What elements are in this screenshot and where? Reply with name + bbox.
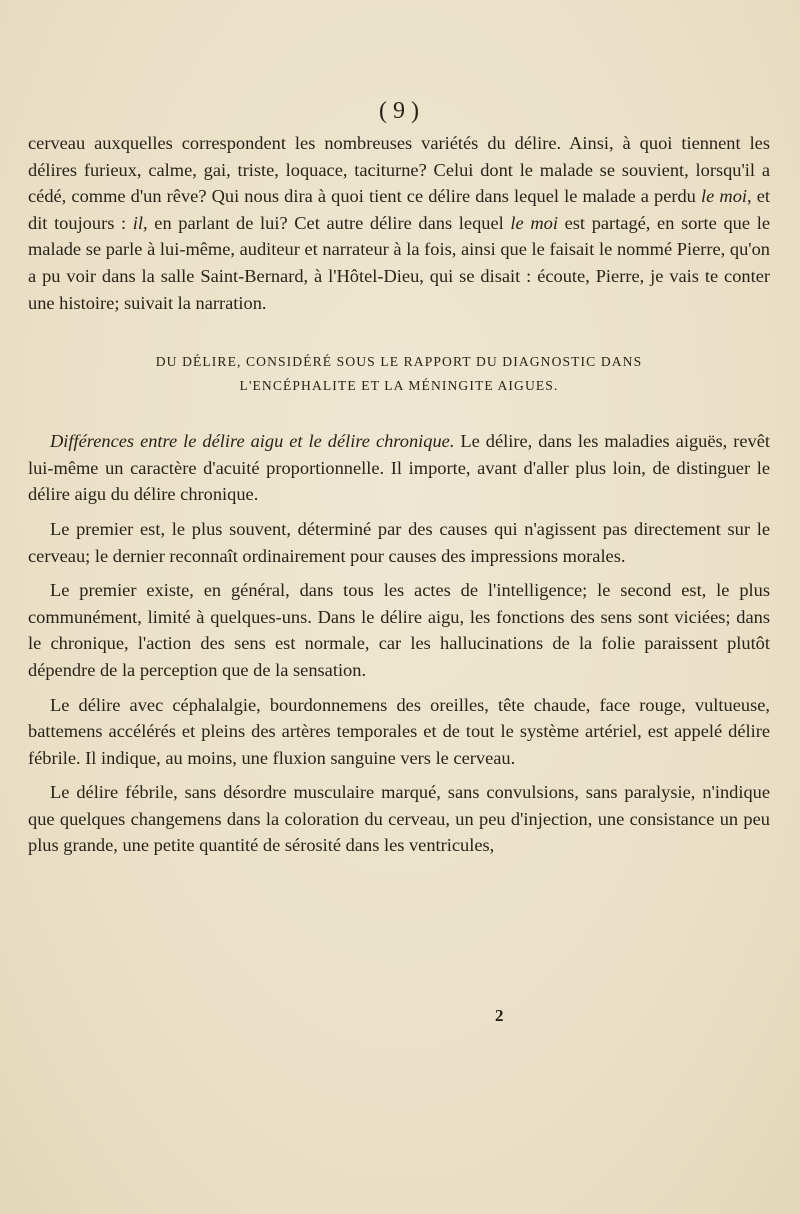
section-heading-line-2: L'ENCÉPHALITE ET LA MÉNINGITE AIGUES.	[239, 378, 559, 394]
signature-mark: 2	[495, 1006, 504, 1025]
paragraph-1-italic-c: le moi	[510, 212, 558, 233]
page-number: ( 9 )	[379, 98, 419, 124]
paragraph-2-text: Le délire, dans les maladies aiguës, revêt lui-même un caractère d'acuité proportionnelle. Il importe, avant d'aller plus loin, de distinguer le délire aigu du délire chronique.	[28, 431, 770, 505]
section-heading	[28, 350, 770, 398]
paragraph-2-italic-lead: Différences entre le délire aigu et le délire chronique.	[50, 431, 455, 452]
paragraph-1-text-d: est partagé, en sorte que le malade se parle à lui-même, auditeur et narrateur à la fois, ainsi que le faisait le nommé Pierre, qu'on a pu voir dans la salle Saint-Bernard, à l'Hôtel-Dieu, qui se disait : écoute, Pierre, je vais te conter une histoire; suivait la narration.	[28, 212, 770, 313]
paragraph-1-italic-a: le moi	[701, 186, 747, 207]
paragraph-2	[28, 428, 770, 508]
paragraph-1-italic-b: il	[132, 212, 144, 233]
paragraph-1-text-a: cerveau auxquelles correspondent les nombreuses variétés du délire. Ainsi, à quoi tiennent les délires furieux, calme, gai, triste, loquace, taciturne? Celui dont le malade se souvient, lorsqu'il a cédé, comme d'un rêve? Qui nous dira à quoi tient ce délire dans lequel le malade a perdu	[28, 133, 770, 207]
paragraph-1	[28, 130, 770, 316]
section-heading-line-1: DU DÉLIRE, CONSIDÉRÉ SOUS LE RAPPORT DU DIAGNOSTIC DANS	[155, 354, 643, 370]
paragraph-6: Le délire fébrile, sans désordre musculaire marqué, sans convulsions, sans paralysie, n'indique que quelques changemens dans la coloration du cerveau, un peu d'injection, une consistance un peu plus grande, une petite quantité de sérosité dans les ventricules,	[28, 782, 770, 856]
paragraph-3: Le premier est, le plus souvent, déterminé par des causes qui n'agissent pas directement sur le cerveau; le dernier reconnaît ordinairement pour causes des impressions morales.	[28, 518, 770, 566]
paragraph-5: Le délire avec céphalalgie, bourdonnemens des oreilles, tête chaude, face rouge, vultueuse, battemens accélérés et pleins des artères temporales et de tout le système artériel, est appelé délire fébrile. Il indique, au moins, une fluxion sanguine vers le cerveau.	[28, 694, 770, 768]
paragraph-4: Le premier existe, en général, dans tous les actes de l'intelligence; le second est, le plus communément, limité à quelques-uns. Dans le délire aigu, les fonctions des sens sont viciées; dans le chronique, l'action des sens est normale, car les hallucinations de la folie paraissent plutôt dépendre de la perception que de la sensation.	[28, 580, 770, 680]
paragraph-1-text-b: , et dit toujours :	[28, 186, 770, 233]
paragraph-1-text-c: , en parlant de lui? Cet autre délire dans lequel	[143, 212, 511, 233]
